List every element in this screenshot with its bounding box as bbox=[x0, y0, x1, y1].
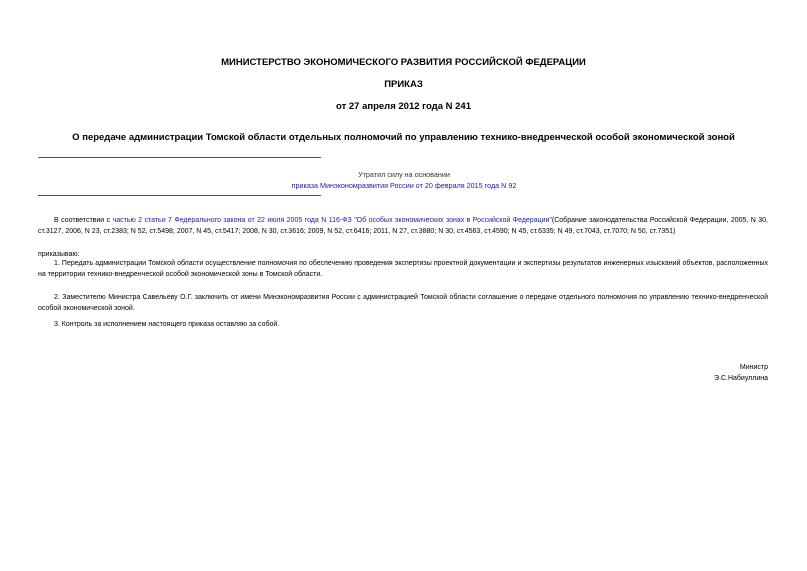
preamble-prefix: В соответствии с bbox=[54, 217, 113, 224]
preamble-paragraph bbox=[38, 216, 768, 237]
document-date: от 27 апреля 2012 года N 241 bbox=[336, 101, 471, 112]
preamble-suffix: (Собрание законодательства Российской Федерации, 2005, N 30, ст.3127, 2006, N 23, ст.2383; N 52, ст.5498; 2007, N 45, ст.5417; 2008, N 30, ст.3616; 2009, N 52, ст.6416; 2011, N 27, ст.3880; N 30, ст.4563, ст.4590; N 45, ст.6335; N 49, ст.7043, ст.7070; N 50, ст.7351) bbox=[38, 217, 769, 235]
divider-bottom bbox=[38, 195, 321, 196]
order-item-2: 2. Заместителю Министра Савельеву О.Г. заключить от имени Минэкономразвития России с администрацией Томской области соглашение о передаче отдельного полномочия по управлению технико-внедренческой особой экономической зоной. bbox=[38, 294, 768, 312]
order-word: приказываю: bbox=[38, 251, 80, 258]
document-type: ПРИКАЗ bbox=[384, 79, 423, 90]
divider-top bbox=[38, 157, 321, 158]
order-item-3: 3. Контроль за исполнением настоящего приказа оставляю за собой. bbox=[54, 321, 280, 328]
ministry-heading: МИНИСТЕРСТВО ЭКОНОМИЧЕСКОГО РАЗВИТИЯ РОССИЙСКОЙ ФЕДЕРАЦИИ bbox=[221, 57, 586, 68]
status-note-link[interactable]: приказа Минэкономразвития России от 20 февраля 2015 года N 92 bbox=[291, 181, 517, 190]
law-link[interactable]: частью 2 статьи 7 Федерального закона от 22 июля 2005 года N 116-ФЗ "Об особых экономических зонах в Российской Федерации" bbox=[112, 217, 552, 224]
signature-name: Э.С.Набиуллина bbox=[713, 375, 768, 382]
document-title: О передаче администрации Томской области отдельных полномочий по управлению технико-внедренческой особой экономической зоной bbox=[72, 132, 735, 143]
order-item-1: 1. Передать администрации Томской области осуществление полномочия по обеспечению проведения экспертизы проектной документации и экспертизы результатов инженерных изысканий объектов, расположенных на территории технико-внедренческой особой экономической зоны в Томской области. bbox=[38, 260, 768, 278]
signature-position: Министр bbox=[739, 364, 768, 371]
status-note-label: Утратил силу на основании bbox=[358, 170, 450, 179]
